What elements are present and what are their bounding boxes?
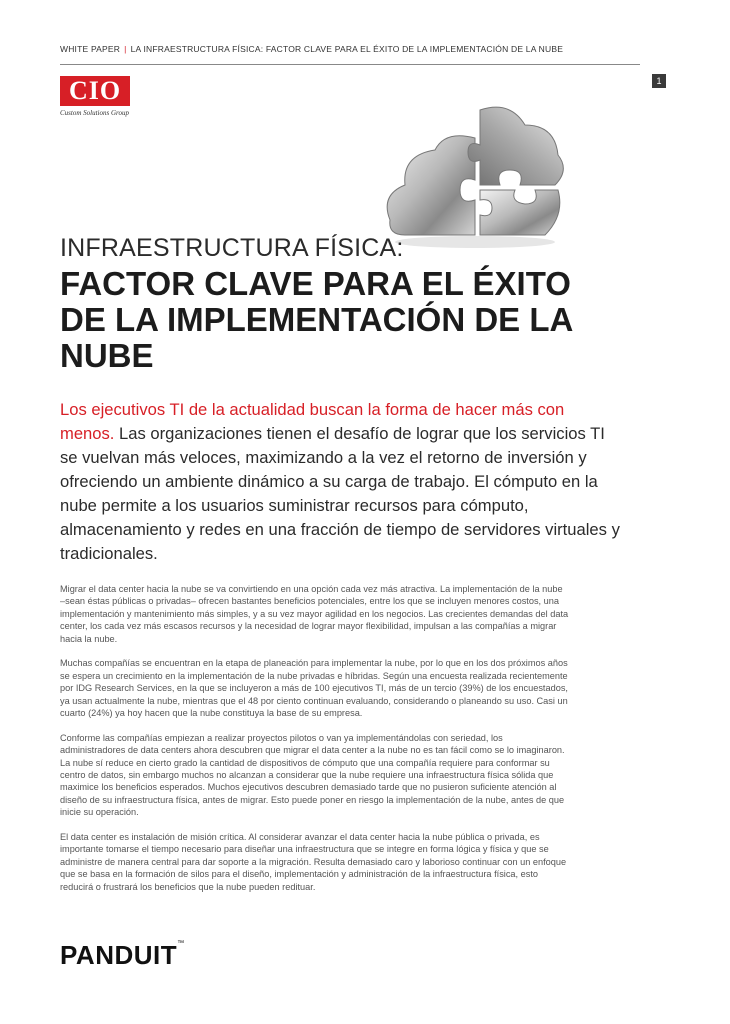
trademark-symbol: ™ bbox=[177, 940, 185, 947]
headline-title: FACTOR CLAVE PARA EL ÉXITO DE LA IMPLEMENTACIÓN DE LA NUBE bbox=[60, 265, 573, 374]
cio-logo-subtitle: Custom Solutions Group bbox=[60, 109, 129, 117]
panduit-logo-text: PANDUIT bbox=[60, 940, 178, 970]
header-title: LA INFRAESTRUCTURA FÍSICA: FACTOR CLAVE PARA EL ÉXITO DE LA IMPLEMENTACIÓN DE LA NUBE bbox=[130, 44, 564, 54]
body-paragraph: Conforme las compañías empiezan a realizar proyectos pilotos o van ya implementándolas con seriedad, los administradores de data centers ahora descubren que migrar el data center a la nube no es tan fácil como se lo imaginaron. La nube sí reduce en cierto grado la cantidad de dispositivos de cómputo que una compañía requiere para conformar su centro de datos, sin embargo muchos no alcanzan a considerar que la nube requiere una infraestructura física sólida que maximice los beneficios esperados. Muchos ejecutivos descubren demasiado tarde que no pusieron suficiente atención al diseño de su infraestructura física, antes de migrar. Esto puede poner en riesgo la implementación de la nube, antes de que inicie su operación. bbox=[60, 732, 565, 818]
page-number: 1 bbox=[652, 74, 666, 88]
lead-text: Las organizaciones tienen el desafío de lograr que los servicios TI se vuelvan más veloces, maximizando a la vez el retorno de inversión y ofreciendo un ambiente dinámico a su carga de trabajo. El cómputo en la nube permite a los usuarios suministrar recursos para cómputo, almacenamiento y redes en una fracción de tiempo de servidores virtuales y tradicionales. bbox=[60, 424, 620, 563]
body-paragraph: El data center es instalación de misión crítica. Al considerar avanzar el data center hacia la nube pública o privada, es importante tomarse el tiempo necesario para diseñar una infraestructura que se integre en forma lógica y física y que se administre de manera central para dar soporte a la migración. Resulta demasiado caro y laborioso continuar con un enfoque que se basa en la formación de silos para el diseño, implementación y administración de la infraestructura física, esto reducirá o frustrará los beneficios que la nube pueden redituar. bbox=[60, 832, 567, 892]
header-separator: | bbox=[124, 44, 127, 54]
header-rule bbox=[60, 64, 640, 65]
body-text bbox=[60, 583, 570, 906]
panduit-logo bbox=[60, 940, 185, 971]
cloud-puzzle-icon bbox=[380, 100, 570, 250]
lead-paragraph bbox=[60, 398, 620, 566]
headline-kicker: INFRAESTRUCTURA FÍSICA: bbox=[60, 234, 404, 262]
header-bar bbox=[60, 44, 640, 54]
header-label: WHITE PAPER bbox=[60, 44, 121, 54]
cio-logo: CIO bbox=[60, 76, 130, 106]
lead-accent: Los ejecutivos TI de la actualidad buscan la forma de hacer más con menos. bbox=[60, 400, 565, 443]
body-paragraph: Muchas compañías se encuentran en la etapa de planeación para implementar la nube, por lo que en los dos próximos años se espera un crecimiento en la implementación de la nube privadas e híbridas. Según una encuesta realizada recientemente por IDG Research Services, en la que se incluyeron a más de 100 ejecutivos TI, más de un tercio (39%) de los encuestados, ya usan actualmente la nube, mientras que el 48 por ciento continuan evaluando, considerando o planeando su uso. Casi un cuarto (24%) ya hoy hacen que la nube constituya la base de su empresa. bbox=[60, 658, 568, 719]
body-paragraph: Migrar el data center hacia la nube se va convirtiendo en una opción cada vez más atractiva. La implementación de la nube –sean éstas públicas o privadas– ofrecen bastantes beneficios potenciales, entre los que se incluyen menores costos, una implementación y mantenimiento más simples, y a su vez mayor agilidad en los negocios. Las crecientes demandas del data center, los cada vez más escasos recursos y la necesidad de lograr mayor flexibilidad, impulsan a las compañías a migrar hacia la nube. bbox=[60, 584, 569, 644]
